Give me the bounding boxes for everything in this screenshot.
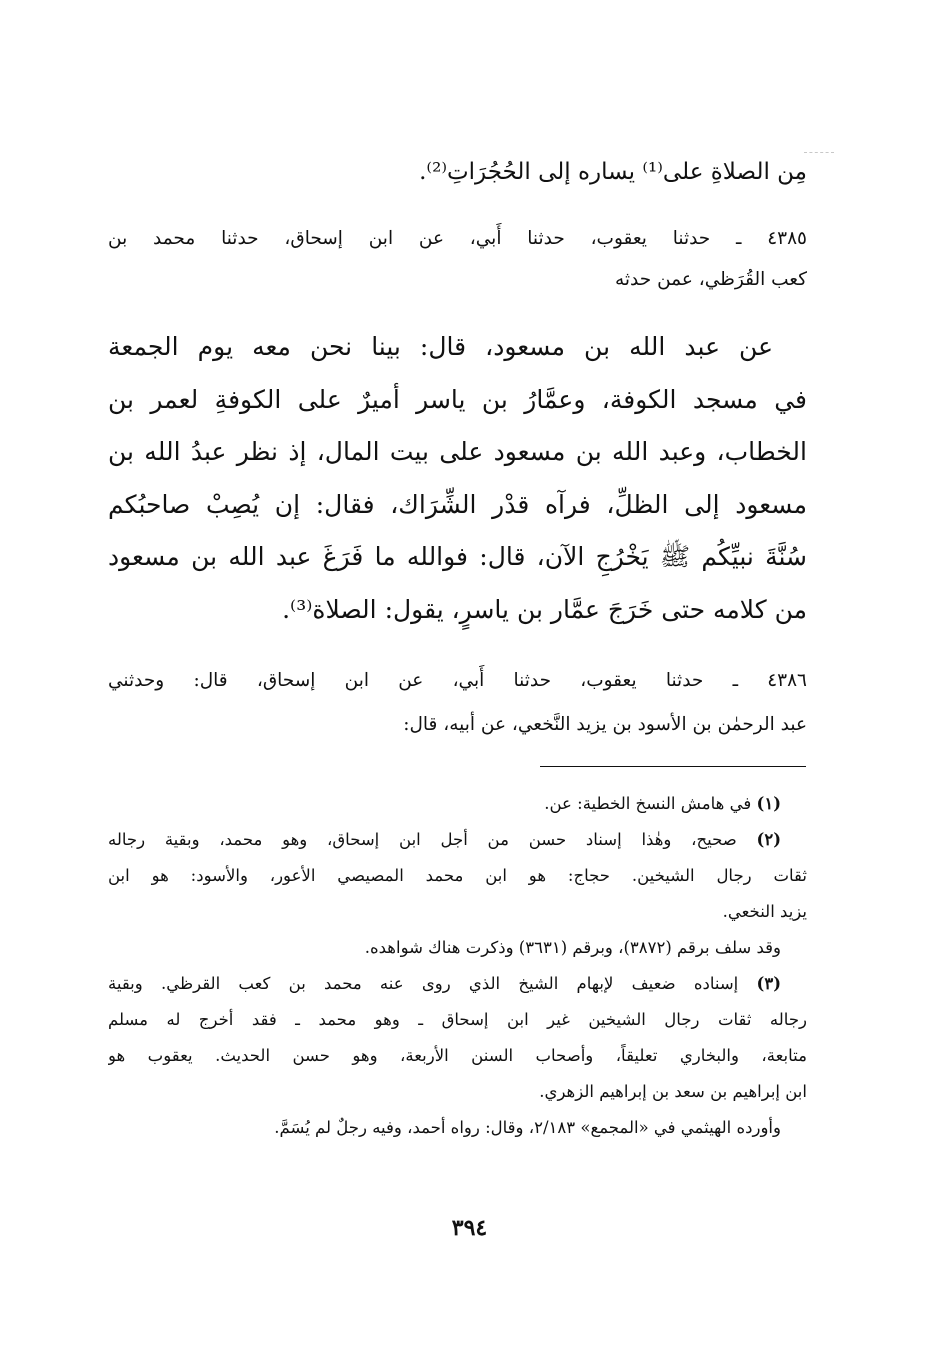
matn-line: عن عبد الله بن مسعود، قال: بينا نحن معه يوم الجمعة <box>108 332 773 361</box>
footnote-number: (٢) <box>756 830 782 849</box>
isnad-line: ٤٣٨٦ ـ حدثنا يعقوب، حدثنا أَبي، عن ابن إسحاق، قال: وحدثني <box>108 670 807 691</box>
isnad-line: ٤٣٨٥ ـ حدثنا يعقوب، حدثنا أَبي، عن ابن إسحاق، حدثنا محمد بن <box>108 228 807 249</box>
footnote-note: وقد سلف برقم (٣٨٧٢)، وبرقم (٣٦٣١) وذكرت هناك شواهده. <box>364 938 781 957</box>
matn-line: الخطاب، وعبد الله بن مسعود على بيت المال، إذ نظر عبدُ الله بن <box>108 437 807 466</box>
footnote-line: ابن إبراهيم بن سعد بن إبراهيم الزهري. <box>539 1082 807 1101</box>
intro-line: مِن الصلاةِ على⁽¹⁾ يساره إلى الحُجُرَاتِ⁽²⁾. <box>419 159 807 185</box>
footnote-2 <box>108 822 807 858</box>
intro-text <box>108 150 807 194</box>
footnote-line: رجاله ثقات رجال الشيخين غير ابن إسحاق ـ وهو محمد ـ فقد أخرج له مسلم <box>108 1010 807 1029</box>
hadith-4385-isnad <box>108 218 807 300</box>
matn-line: في مسجد الكوفة، وعمَّارُ بن ياسر أميرٌ على الكوفةِ لعمر بن <box>108 384 807 414</box>
footnote-text: في هامش النسخ الخطية: عن. <box>544 794 752 813</box>
hadith-4386-isnad <box>108 659 807 747</box>
footnotes <box>108 786 807 1146</box>
footnote-number: (١) <box>756 794 781 813</box>
isnad-line: عبد الرحمٰن بن الأسود بن يزيد النَّخعي، عن أبيه، قال: <box>403 714 807 735</box>
footnote-line: يزيد النخعي. <box>722 902 807 921</box>
isnad-line: كعب القُرَظي، عمن حدثه <box>614 269 807 290</box>
footnote-note: وأورده الهيثمي في «المجمع» ٢/١٨٣، وقال: رواه أحمد، وفيه رجلٌ لم يُسَمَّ. <box>274 1118 781 1137</box>
hadith-4385-matn <box>108 321 807 636</box>
footnote-line: متابعة، والبخاري تعليقاً، وأصحاب السنن الأربعة، وهو حسن الحديث. يعقوب هو <box>108 1046 807 1065</box>
scan-edge-mark <box>804 152 834 153</box>
matn-line: من كلامه حتى خَرَجَ عمَّار بن ياسرٍ، يقول: الصلاة⁽³⁾. <box>282 594 807 624</box>
matn-line: مسعود إلى الظلِّ، فرآه قدْر الشِّرَاك، فقال: إن يُصِبْ صاحبُكم <box>108 489 807 519</box>
footnote-text: إسناده ضعيف لإبهام الشيخ الذي روى عنه محمد بن كعب القرظي. وبقية <box>108 974 739 993</box>
matn-line: سُنَّةَ نبيِّكُم ﷺ يَخْرُجِ الآن، قال: فوالله ما فَرَغَ عبد الله بن مسعود <box>108 542 807 571</box>
footnote-1 <box>108 786 807 822</box>
page-number: ٣٩٤ <box>451 1215 488 1241</box>
footnote-number: (٣) <box>756 974 781 993</box>
footnote-3 <box>108 966 807 1002</box>
footnote-line: ثقات رجال الشيخين. حجاج: هو ابن محمد المصيصي الأعور، والأسود: هو ابن <box>108 866 807 885</box>
footnote-text: صحيح، وهٰذا إسناد حسن من أجل ابن إسحاق، وهو محمد، وبقية رجاله <box>108 830 737 849</box>
footnote-divider <box>540 766 806 767</box>
